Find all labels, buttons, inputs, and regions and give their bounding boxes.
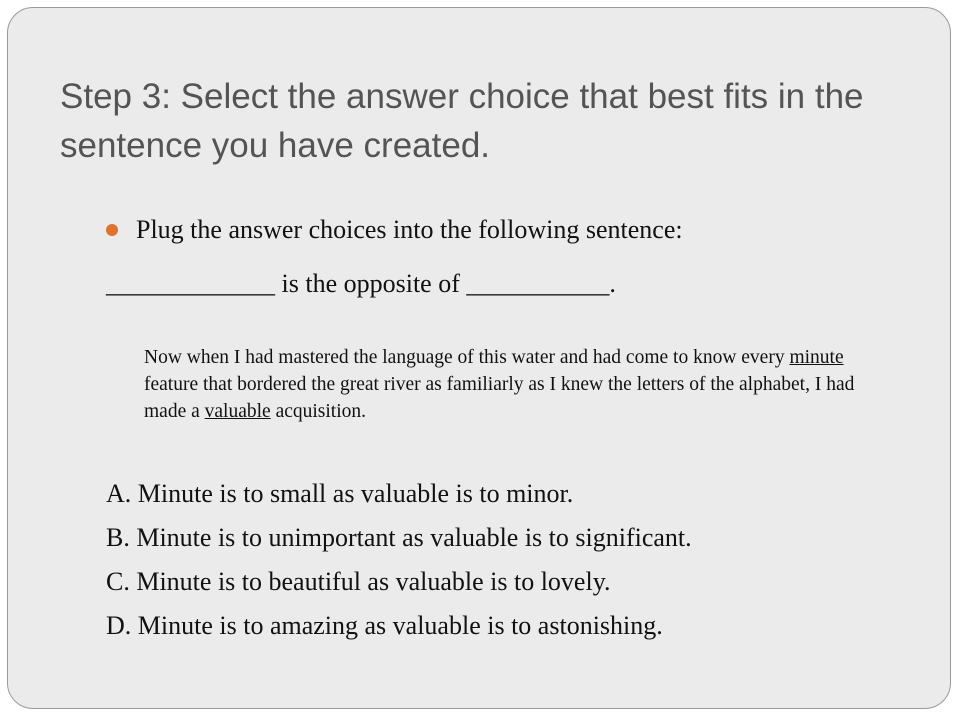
sentence-template <box>106 264 616 304</box>
blank-1: _____________ <box>106 269 275 298</box>
passage-part-2: feature that bordered the great river as familiarly as I knew the letters of the alphabet, I had made a <box>144 374 855 422</box>
passage-quote <box>144 344 884 425</box>
underlined-word-valuable: valuable <box>204 401 271 422</box>
passage-part-3: acquisition. <box>270 401 367 422</box>
choice-b: B. Minute is to unimportant as valuable is to significant. <box>106 523 692 552</box>
blank-2: ___________ <box>466 269 610 298</box>
choice-c: C. Minute is to beautiful as valuable is to lovely. <box>106 567 611 596</box>
bullet-text: Plug the answer choices into the following sentence: <box>136 215 683 244</box>
bullet-item <box>106 210 683 250</box>
slide-title: Step 3: Select the answer choice that best fits in the sentence you have created. <box>60 77 864 165</box>
bullet-dot-icon <box>106 224 118 236</box>
answer-choices <box>106 472 692 648</box>
choice-a: A. Minute is to small as valuable is to minor. <box>106 479 574 508</box>
template-middle: is the opposite of <box>275 269 467 298</box>
template-end: . <box>609 269 616 298</box>
passage-part-1: Now when I had mastered the language of this water and had come to know every <box>144 347 790 368</box>
choice-d: D. Minute is to amazing as valuable is to astonishing. <box>106 611 663 640</box>
underlined-word-minute: minute <box>789 347 844 368</box>
